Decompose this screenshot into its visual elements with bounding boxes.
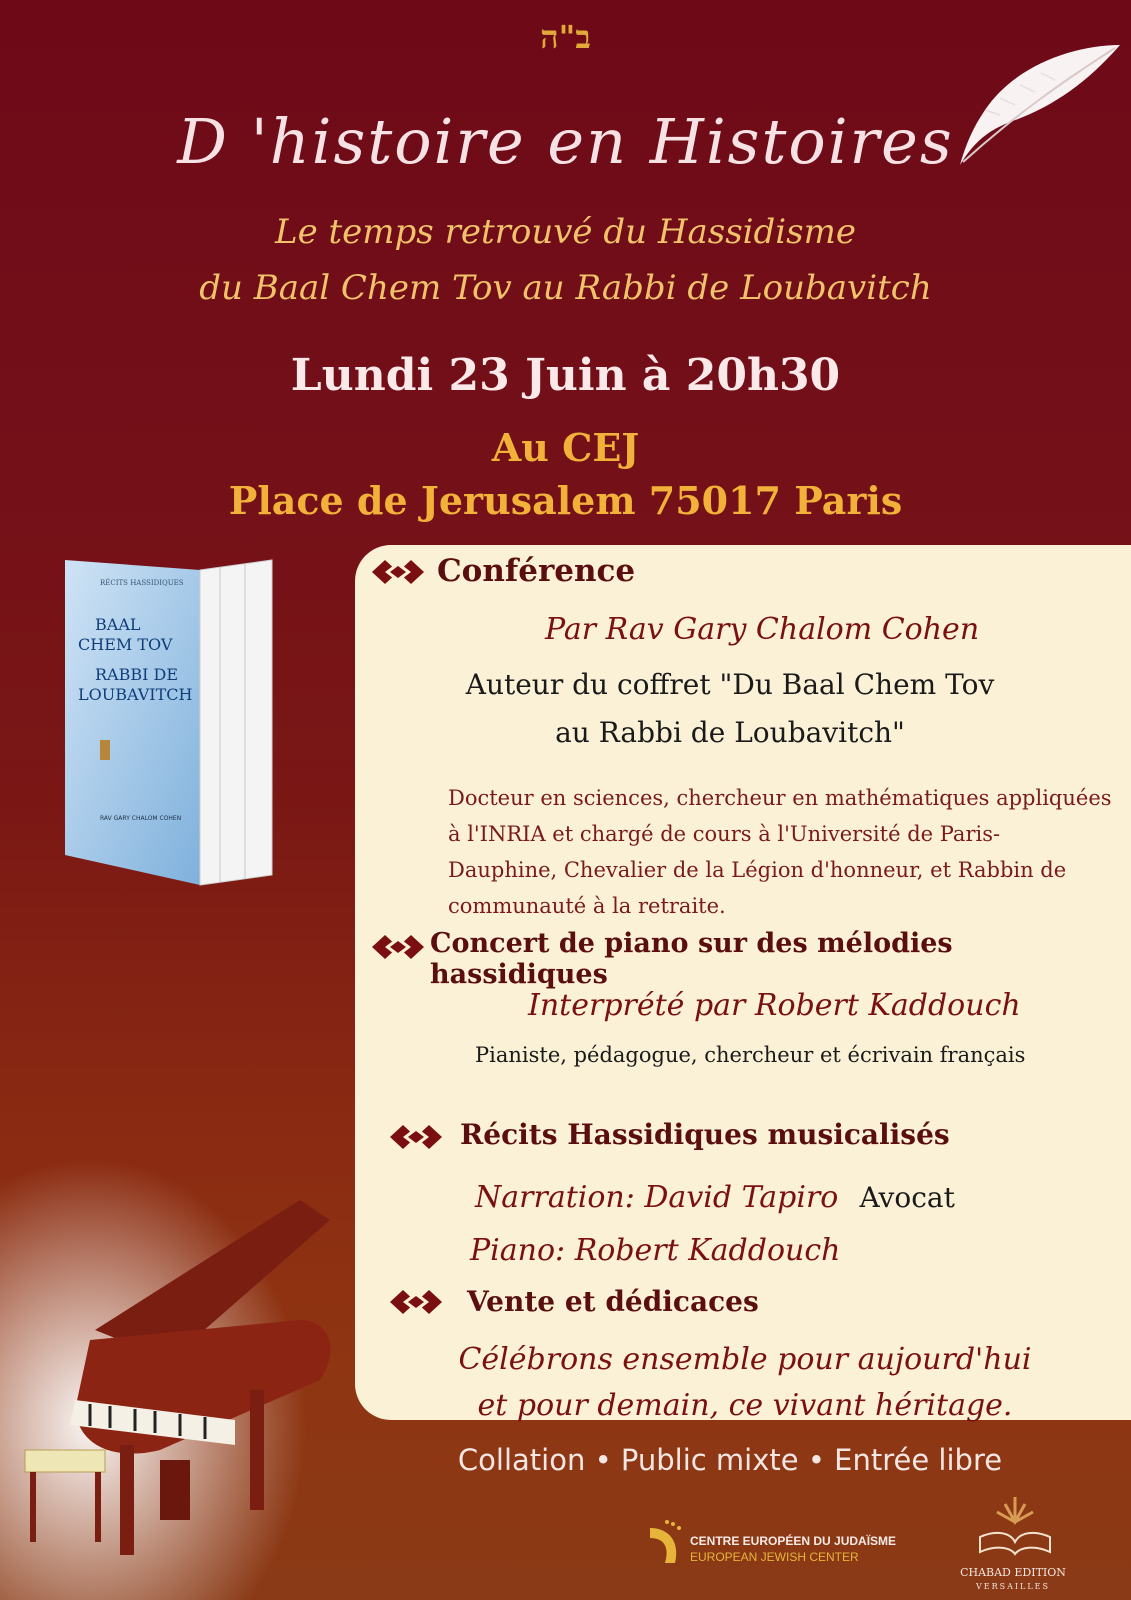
book-box-image	[60, 555, 275, 900]
performer-bio: Pianiste, pédagogue, chercheur et écrivain français	[475, 1043, 1026, 1067]
narrator-role: Avocat	[859, 1181, 955, 1214]
diamond-bullet-icon	[390, 1290, 442, 1314]
book-line-3: RABBI DE	[95, 665, 179, 684]
speaker-bio-line-4: communauté à la retraite.	[448, 894, 726, 918]
narration-line	[475, 1180, 955, 1215]
conference-role-line-1: Auteur du coffret "Du Baal Chem Tov	[465, 668, 995, 701]
pianist-line: Piano: Robert Kaddouch	[470, 1233, 841, 1268]
speaker-bio-line-2: à l'INRIA et chargé de cours à l'Université de Paris-	[448, 822, 1001, 846]
section-title-conference: Conférence	[437, 553, 636, 589]
subtitle-line-1: Le temps retrouvé du Hassidisme	[275, 212, 856, 252]
cej-line-1: CENTRE EUROPÉEN DU JUDAÏSME	[690, 1534, 897, 1548]
diamond-bullet-icon	[390, 1125, 442, 1149]
book-line-2: CHEM TOV	[78, 635, 173, 654]
narrator-name: Narration: David Tapiro	[475, 1180, 839, 1215]
event-info: Collation • Public mixte • Entrée libre	[457, 1443, 1003, 1477]
speaker-bio	[448, 780, 1118, 924]
venue-address: Place de Jerusalem 75017 Paris	[228, 478, 903, 523]
conference-role-line-2: au Rabbi de Loubavitch"	[555, 716, 905, 749]
concert-performer: Interprété par Robert Kaddouch	[528, 988, 1021, 1023]
venue-name: Au CEJ	[491, 425, 640, 470]
conference-speaker: Par Rav Gary Chalom Cohen	[545, 612, 980, 647]
chabad-line-2: VERSAILLES	[975, 1582, 1050, 1591]
cej-label	[690, 1533, 896, 1565]
event-title: D 'histoire en Histoires	[177, 105, 954, 178]
diamond-bullet-icon	[372, 560, 424, 584]
book-author: RAV GARY CHALOM COHEN	[100, 815, 182, 822]
closing-line-2: et pour demain, ce vivant héritage.	[477, 1388, 1013, 1423]
book-line-4: LOUBAVITCH	[78, 685, 193, 704]
grand-piano-image	[0, 1160, 360, 1600]
book-series-text: RÉCITS HASSIDIQUES	[100, 579, 184, 587]
cej-line-2: EUROPEAN JEWISH CENTER	[690, 1550, 859, 1564]
bh-mark: ב"ה	[540, 18, 591, 56]
section-title-recits: Récits Hassidiques musicalisés	[460, 1118, 950, 1151]
chabad-logo-icon	[975, 1492, 1055, 1562]
closing-line-1: Célébrons ensemble pour aujourd'hui	[458, 1342, 1032, 1377]
event-date: Lundi 23 Juin à 20h30	[290, 350, 841, 401]
section-title-vente: Vente et dédicaces	[467, 1285, 759, 1318]
book-line-1: BAAL	[95, 615, 141, 634]
chabad-label	[938, 1566, 1088, 1594]
cej-logo-icon	[645, 1518, 685, 1568]
speaker-bio-line-3: Dauphine, Chevalier de la Légion d'honneur, et Rabbin de	[448, 858, 1067, 882]
diamond-bullet-icon	[372, 935, 424, 959]
chabad-line-1: CHABAD EDITION	[960, 1566, 1066, 1579]
subtitle-line-2: du Baal Chem Tov au Rabbi de Loubavitch	[199, 268, 932, 308]
section-title-concert: Concert de piano sur des mélodies hassidiques	[430, 928, 953, 990]
speaker-bio-line-1: Docteur en sciences, chercheur en mathématiques appliquées	[448, 786, 1112, 810]
